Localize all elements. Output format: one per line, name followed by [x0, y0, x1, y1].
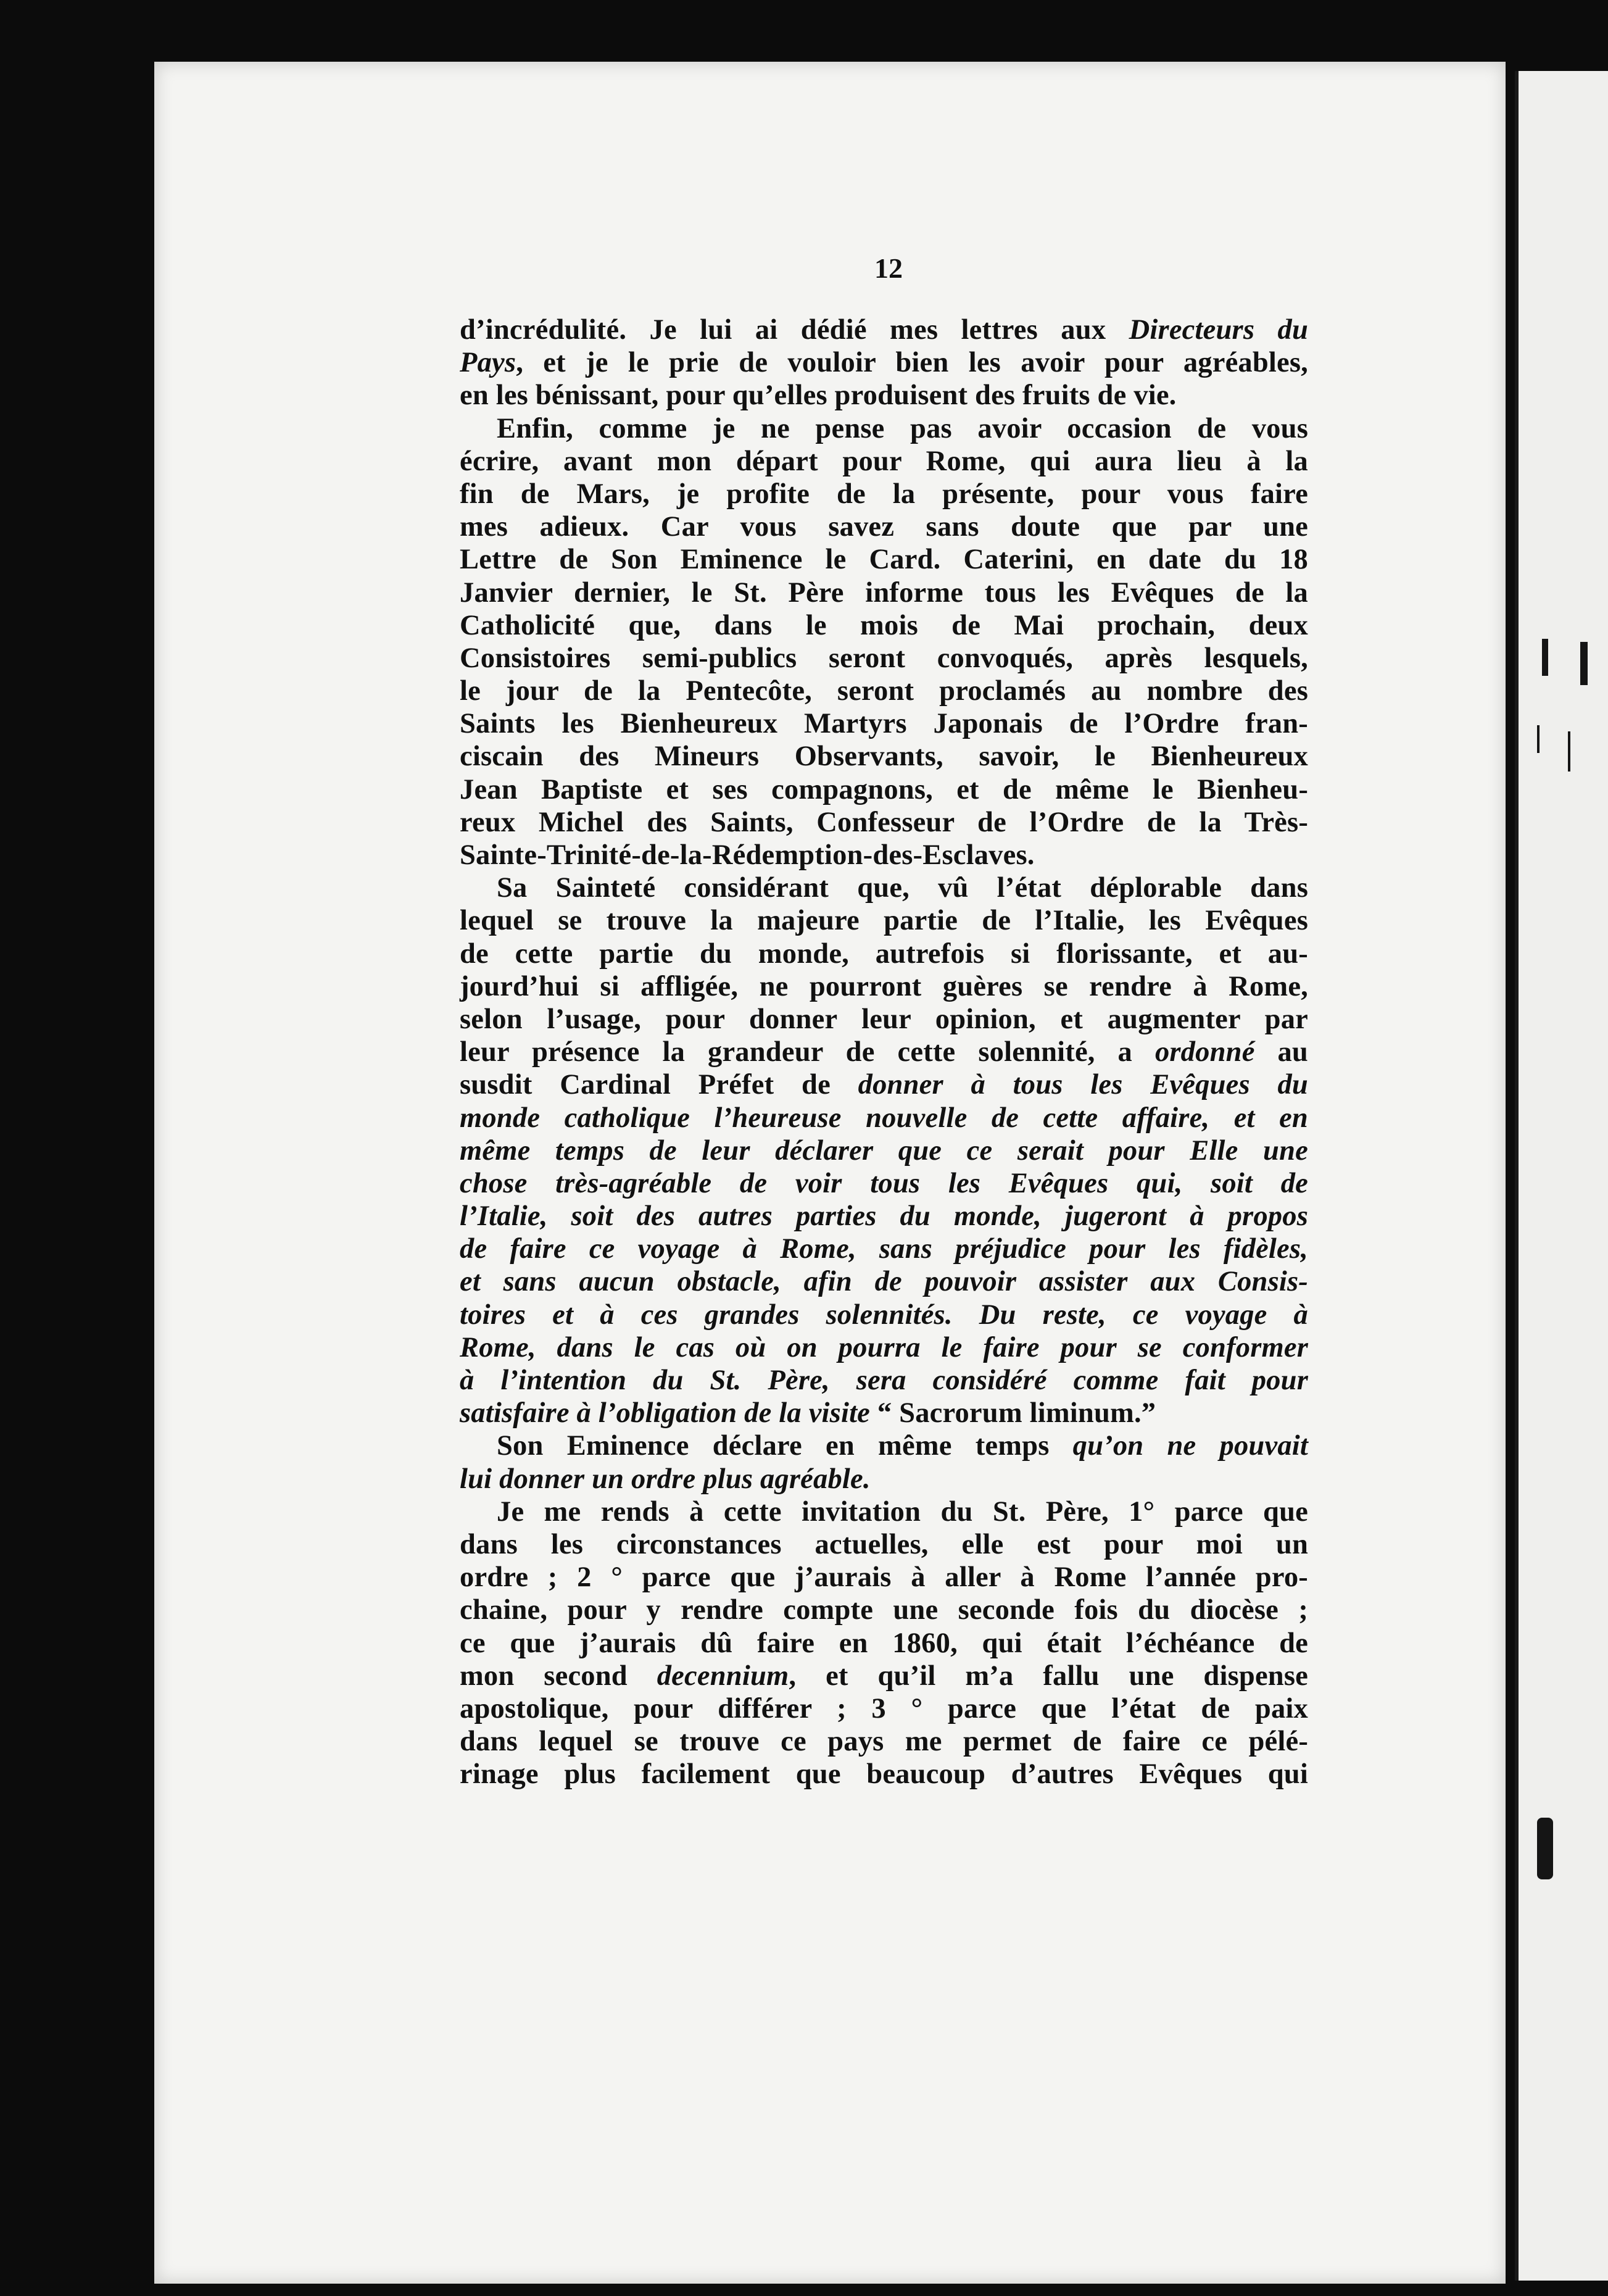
- italic-text-run: satisfaire à l’obligation de la visite: [460, 1397, 871, 1429]
- text-run: Lettre de Son Eminence le Card. Caterini, en date du 18: [460, 544, 1308, 576]
- text-line: [460, 1627, 1308, 1660]
- text-run: rinage plus facilement que beaucoup d’autres Evêques qui: [460, 1758, 1308, 1791]
- text-run: selon l’usage, pour donner leur opinion, et augmenter par: [460, 1003, 1308, 1035]
- text-line: [460, 1036, 1308, 1068]
- text-line: [460, 1134, 1308, 1167]
- text-run: reux Michel des Saints, Confesseur de l’Ordre de la Très-: [460, 806, 1308, 838]
- text-run: Sainte-Trinité-de-la-Rédemption-des-Esclaves.: [460, 839, 1035, 871]
- text-run: Enfin, comme je ne pense pas avoir occasion de vous: [497, 412, 1308, 444]
- italic-text-run: Pays: [460, 347, 516, 379]
- text-run: chaine, pour y rendre compte une seconde fois du diocèse ;: [460, 1594, 1308, 1626]
- text-run: le jour de la Pentecôte, seront proclamés au nombre des: [460, 675, 1308, 707]
- text-line: [460, 1233, 1308, 1265]
- italic-text-run: même temps de leur déclarer que ce serait pour Elle une: [460, 1134, 1308, 1167]
- text-run: Saints les Bienheureux Martyrs Japonais de l’Ordre fran-: [460, 708, 1308, 740]
- text-run: de cette partie du monde, autrefois si florissante, et au-: [460, 938, 1308, 970]
- italic-text-run: Directeurs du: [1129, 314, 1308, 346]
- text-run: , et qu’il m’a fallu une dispense: [789, 1660, 1308, 1692]
- ink-mark: [1542, 639, 1548, 676]
- text-line: [460, 379, 1308, 412]
- italic-text-run: decennium: [657, 1660, 789, 1692]
- text-run: “ Sacrorum liminum.”: [870, 1397, 1156, 1429]
- body-text: [460, 314, 1308, 1791]
- text-line: [460, 1003, 1308, 1036]
- text-run: au: [1254, 1036, 1308, 1068]
- text-line: [460, 1364, 1308, 1397]
- text-line: [460, 773, 1308, 806]
- italic-text-run: Rome, dans le cas où on pourra le faire pour se conformer: [460, 1331, 1308, 1363]
- italic-text-run: l’Italie, soit des autres parties du monde, jugeront à propos: [460, 1200, 1308, 1233]
- text-line: [460, 1758, 1308, 1791]
- ink-mark: [1568, 731, 1570, 772]
- text-run: dans les circonstances actuelles, elle est pour moi un: [460, 1528, 1308, 1560]
- text-run: Consistoires semi-publics seront convoqués, après lesquels,: [460, 642, 1308, 674]
- text-line: [460, 1265, 1308, 1298]
- text-line: [460, 478, 1308, 510]
- text-line: [460, 707, 1308, 740]
- text-line: [460, 1463, 1308, 1495]
- italic-text-run: monde catholique l’heureuse nouvelle de cette affaire, et en: [460, 1102, 1308, 1134]
- text-line: [460, 576, 1308, 609]
- text-line: [460, 543, 1308, 576]
- text-line: [460, 510, 1308, 543]
- text-line: [460, 1102, 1308, 1134]
- ink-mark: [1537, 725, 1540, 753]
- text-line: [460, 1660, 1308, 1692]
- italic-text-run: et sans aucun obstacle, afin de pouvoir assister aux Consis-: [460, 1266, 1308, 1298]
- text-run: écrire, avant mon départ pour Rome, qui aura lieu à la: [460, 445, 1308, 477]
- text-line: [460, 314, 1308, 346]
- text-run: jourd’hui si affligée, ne pourront guères se rendre à Rome,: [460, 970, 1308, 1002]
- text-line: [460, 904, 1308, 937]
- text-line: [460, 1528, 1308, 1561]
- italic-text-run: de faire ce voyage à Rome, sans préjudice pour les fidèles,: [460, 1233, 1308, 1265]
- text-line: [460, 1068, 1308, 1101]
- italic-text-run: Du reste, ce voyage à: [979, 1299, 1308, 1331]
- text-run: Sa Sainteté considérant que, vû l’état déplorable dans: [497, 872, 1308, 904]
- text-run: susdit Cardinal Préfet de: [460, 1069, 858, 1101]
- text-line: [460, 1429, 1308, 1462]
- text-line: [460, 1299, 1308, 1331]
- italic-text-run: qu’on ne pouvait: [1072, 1430, 1309, 1462]
- text-run: ordre ; 2 ° parce que j’aurais à aller à Rome l’année pro-: [460, 1562, 1308, 1594]
- text-run: lequel se trouve la majeure partie de l’Italie, les Evêques: [460, 905, 1308, 937]
- text-line: [460, 1725, 1308, 1758]
- text-line: [460, 740, 1308, 773]
- text-run: Catholicité que, dans le mois de Mai prochain, deux: [460, 609, 1308, 641]
- text-run: Jean Baptiste et ses compagnons, et de même le Bienheu-: [460, 773, 1308, 805]
- text-run: d’incrédulité. Je lui ai dédié mes lettres aux: [460, 314, 1129, 346]
- text-run: leur présence la grandeur de cette solennité, a: [460, 1036, 1155, 1068]
- page-number: 12: [874, 252, 903, 284]
- text-run: fin de Mars, je profite de la présente, pour vous faire: [460, 478, 1308, 510]
- text-line: [460, 970, 1308, 1003]
- text-run: dans lequel se trouve ce pays me permet de faire ce pélé-: [460, 1726, 1308, 1758]
- italic-text-run: donner à tous les Evêques du: [858, 1069, 1308, 1101]
- italic-text-run: lui donner un ordre plus agréable.: [460, 1463, 871, 1495]
- text-line: [460, 675, 1308, 707]
- text-line: [460, 1331, 1308, 1364]
- text-line: [460, 1167, 1308, 1200]
- text-line: [460, 1200, 1308, 1233]
- text-line: [460, 346, 1308, 379]
- text-line: [460, 1495, 1308, 1528]
- ink-mark: [1580, 642, 1588, 685]
- text-line: [460, 839, 1308, 871]
- text-run: ciscain des Mineurs Observants, savoir, le Bienheureux: [460, 741, 1308, 773]
- text-run: Janvier dernier, le St. Père informe tous les Evêques de la: [460, 576, 1308, 609]
- text-run: Je me rends à cette invitation du St. Père, 1° parce que: [497, 1495, 1308, 1528]
- text-run: apostolique, pour différer ; 3 ° parce que l’état de paix: [460, 1692, 1308, 1724]
- text-line: [460, 1561, 1308, 1594]
- text-run: , et je le prie de vouloir bien les avoir pour agréables,: [516, 347, 1308, 379]
- text-line: [460, 871, 1308, 904]
- text-line: [460, 445, 1308, 478]
- text-line: [460, 412, 1308, 445]
- adjacent-page-edge: [1515, 71, 1608, 2281]
- text-run: [953, 1299, 979, 1331]
- text-line: [460, 609, 1308, 642]
- ink-mark: [1537, 1818, 1553, 1879]
- italic-text-run: chose très-agréable de voir tous les Evêques qui, soit de: [460, 1167, 1308, 1199]
- text-run: mon second: [460, 1660, 657, 1692]
- text-run: en les bénissant, pour qu’elles produisent des fruits de vie.: [460, 380, 1177, 412]
- text-run: mes adieux. Car vous savez sans doute que par une: [460, 511, 1308, 543]
- text-line: [460, 642, 1308, 675]
- italic-text-run: ordonné: [1154, 1036, 1255, 1068]
- italic-text-run: toires et à ces grandes solennités.: [460, 1299, 953, 1331]
- text-line: [460, 1692, 1308, 1725]
- text-line: [460, 1594, 1308, 1626]
- text-line: [460, 806, 1308, 839]
- text-line: [460, 938, 1308, 970]
- text-line: [460, 1397, 1308, 1429]
- italic-text-run: à l’intention du St. Père, sera considéré comme fait pour: [460, 1365, 1308, 1396]
- text-run: ce que j’aurais dû faire en 1860, qui était l’échéance de: [460, 1627, 1308, 1659]
- text-run: Son Eminence déclare en même temps: [497, 1430, 1073, 1462]
